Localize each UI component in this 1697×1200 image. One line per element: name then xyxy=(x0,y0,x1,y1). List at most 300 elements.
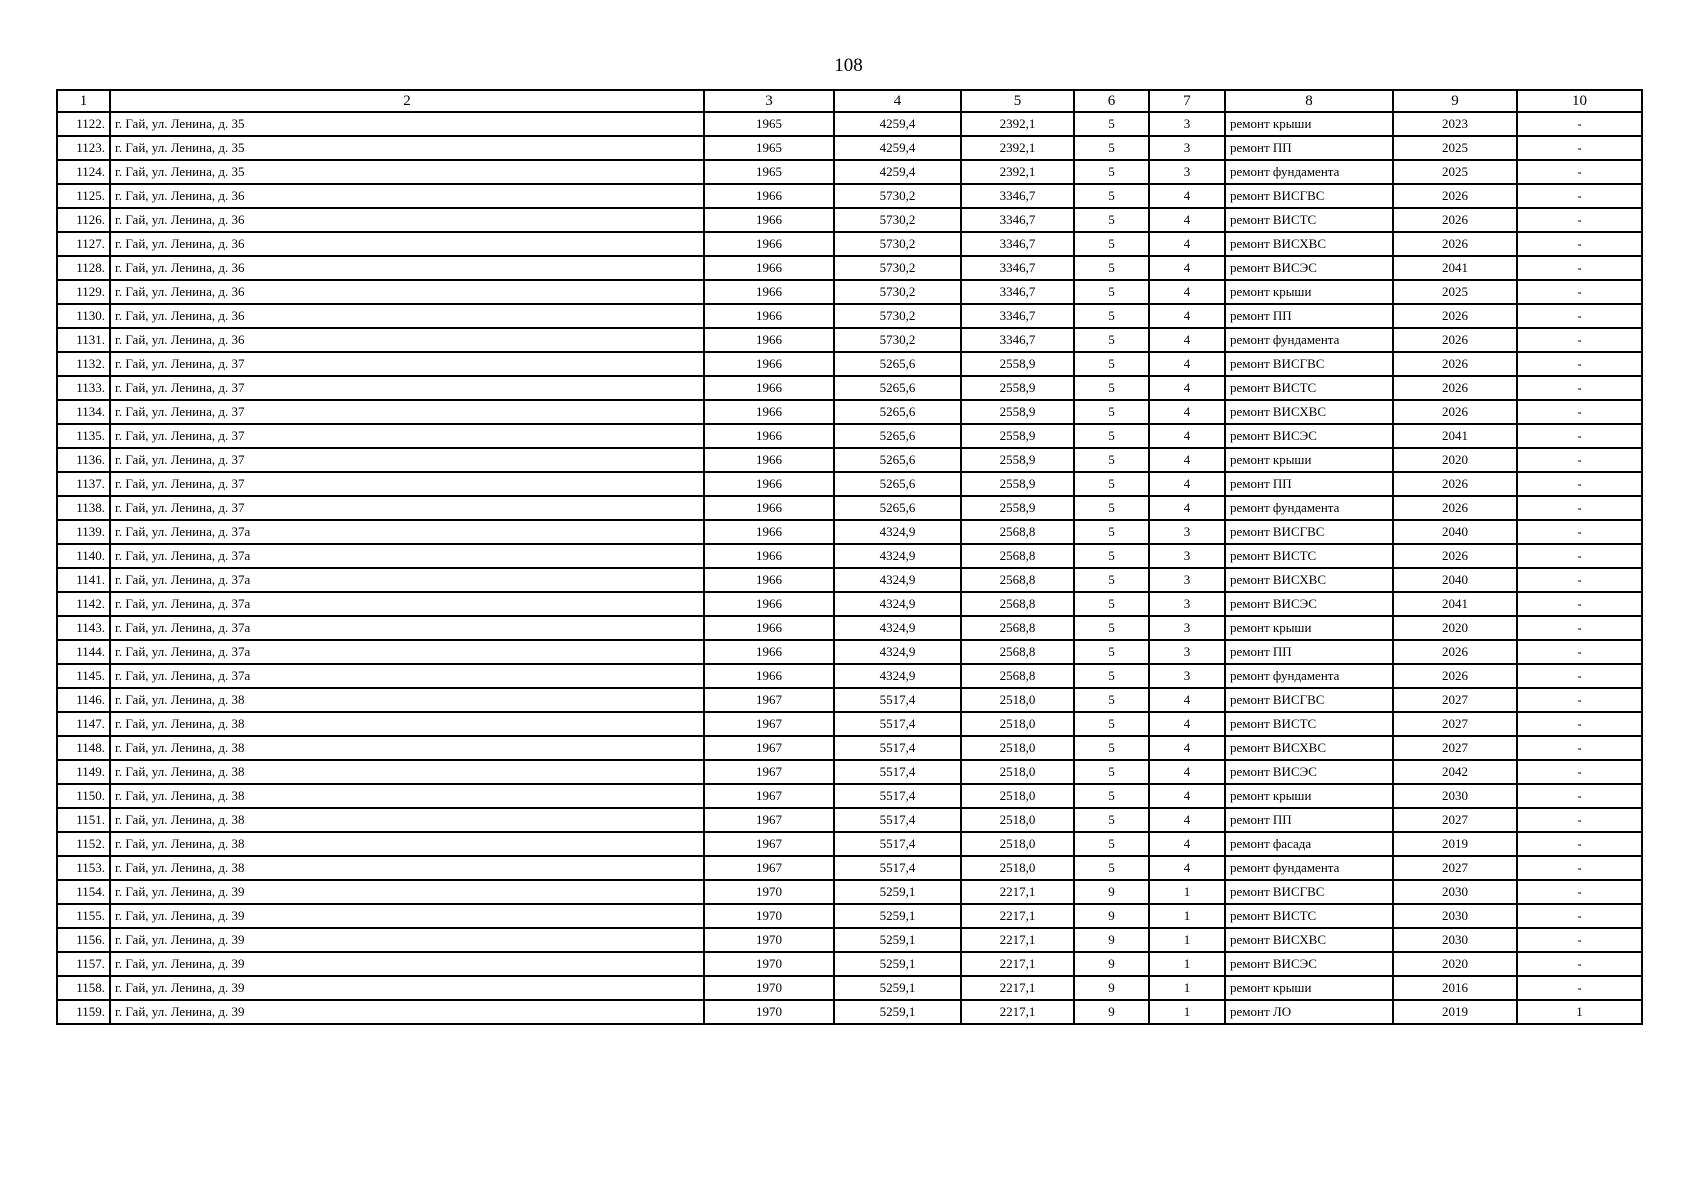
table-row xyxy=(57,184,1642,208)
table-row xyxy=(57,304,1642,328)
row-index-cell: 1133. xyxy=(57,376,110,400)
row-index-cell: 1140. xyxy=(57,544,110,568)
table-row xyxy=(57,592,1642,616)
total-area-cell: 5259,1 xyxy=(834,880,961,904)
column-10-cell: - xyxy=(1517,328,1642,352)
address-cell: г. Гай, ул. Ленина, д. 36 xyxy=(110,280,704,304)
entrances-cell: 4 xyxy=(1149,832,1225,856)
planned-year-cell: 2041 xyxy=(1393,424,1517,448)
row-index-cell: 1134. xyxy=(57,400,110,424)
column-10-cell: - xyxy=(1517,304,1642,328)
column-header: 9 xyxy=(1393,90,1517,112)
work-type-cell: ремонт ВИСГВС xyxy=(1225,184,1393,208)
total-area-cell: 5730,2 xyxy=(834,208,961,232)
row-index-cell: 1151. xyxy=(57,808,110,832)
column-header: 10 xyxy=(1517,90,1642,112)
total-area-cell: 4259,4 xyxy=(834,160,961,184)
living-area-cell: 2518,0 xyxy=(961,736,1074,760)
column-number-row xyxy=(57,90,1642,112)
table-row xyxy=(57,208,1642,232)
work-type-cell: ремонт ВИСТС xyxy=(1225,544,1393,568)
entrances-cell: 3 xyxy=(1149,616,1225,640)
row-index-cell: 1156. xyxy=(57,928,110,952)
table-row xyxy=(57,736,1642,760)
table-row xyxy=(57,1000,1642,1024)
floors-cell: 5 xyxy=(1074,328,1149,352)
floors-cell: 5 xyxy=(1074,736,1149,760)
column-10-cell: - xyxy=(1517,112,1642,136)
column-10-cell: - xyxy=(1517,856,1642,880)
column-10-cell: - xyxy=(1517,688,1642,712)
column-10-cell: - xyxy=(1517,616,1642,640)
year-built-cell: 1965 xyxy=(704,136,834,160)
entrances-cell: 4 xyxy=(1149,808,1225,832)
year-built-cell: 1970 xyxy=(704,952,834,976)
year-built-cell: 1966 xyxy=(704,376,834,400)
floors-cell: 5 xyxy=(1074,712,1149,736)
work-type-cell: ремонт ВИСЭС xyxy=(1225,952,1393,976)
total-area-cell: 5517,4 xyxy=(834,736,961,760)
address-cell: г. Гай, ул. Ленина, д. 37 xyxy=(110,448,704,472)
total-area-cell: 5265,6 xyxy=(834,400,961,424)
year-built-cell: 1966 xyxy=(704,352,834,376)
planned-year-cell: 2027 xyxy=(1393,688,1517,712)
work-type-cell: ремонт ВИСТС xyxy=(1225,376,1393,400)
address-cell: г. Гай, ул. Ленина, д. 37а xyxy=(110,640,704,664)
floors-cell: 5 xyxy=(1074,280,1149,304)
floors-cell: 5 xyxy=(1074,784,1149,808)
row-index-cell: 1139. xyxy=(57,520,110,544)
planned-year-cell: 2019 xyxy=(1393,832,1517,856)
floors-cell: 5 xyxy=(1074,616,1149,640)
table-row xyxy=(57,544,1642,568)
planned-year-cell: 2025 xyxy=(1393,136,1517,160)
total-area-cell: 5265,6 xyxy=(834,352,961,376)
row-index-cell: 1153. xyxy=(57,856,110,880)
table-row xyxy=(57,112,1642,136)
row-index-cell: 1126. xyxy=(57,208,110,232)
total-area-cell: 5517,4 xyxy=(834,688,961,712)
planned-year-cell: 2026 xyxy=(1393,328,1517,352)
work-type-cell: ремонт ЛО xyxy=(1225,1000,1393,1024)
address-cell: г. Гай, ул. Ленина, д. 37а xyxy=(110,664,704,688)
address-cell: г. Гай, ул. Ленина, д. 37а xyxy=(110,616,704,640)
table-row xyxy=(57,136,1642,160)
row-index-cell: 1129. xyxy=(57,280,110,304)
floors-cell: 5 xyxy=(1074,856,1149,880)
living-area-cell: 3346,7 xyxy=(961,256,1074,280)
entrances-cell: 4 xyxy=(1149,256,1225,280)
planned-year-cell: 2030 xyxy=(1393,880,1517,904)
entrances-cell: 3 xyxy=(1149,568,1225,592)
table-row xyxy=(57,688,1642,712)
total-area-cell: 5265,6 xyxy=(834,448,961,472)
page-number: 108 xyxy=(834,55,863,76)
total-area-cell: 4324,9 xyxy=(834,568,961,592)
table-row xyxy=(57,376,1642,400)
column-header: 4 xyxy=(834,90,961,112)
year-built-cell: 1966 xyxy=(704,184,834,208)
table-row xyxy=(57,424,1642,448)
row-index-cell: 1124. xyxy=(57,160,110,184)
planned-year-cell: 2020 xyxy=(1393,952,1517,976)
work-type-cell: ремонт ВИСЭС xyxy=(1225,424,1393,448)
floors-cell: 5 xyxy=(1074,232,1149,256)
planned-year-cell: 2023 xyxy=(1393,112,1517,136)
entrances-cell: 4 xyxy=(1149,208,1225,232)
work-type-cell: ремонт крыши xyxy=(1225,280,1393,304)
work-type-cell: ремонт крыши xyxy=(1225,616,1393,640)
table-row xyxy=(57,760,1642,784)
column-10-cell: - xyxy=(1517,208,1642,232)
row-index-cell: 1143. xyxy=(57,616,110,640)
address-cell: г. Гай, ул. Ленина, д. 38 xyxy=(110,856,704,880)
year-built-cell: 1970 xyxy=(704,976,834,1000)
column-10-cell: - xyxy=(1517,976,1642,1000)
total-area-cell: 5265,6 xyxy=(834,496,961,520)
year-built-cell: 1967 xyxy=(704,856,834,880)
column-header: 3 xyxy=(704,90,834,112)
address-cell: г. Гай, ул. Ленина, д. 37а xyxy=(110,520,704,544)
table-row xyxy=(57,880,1642,904)
row-index-cell: 1141. xyxy=(57,568,110,592)
entrances-cell: 4 xyxy=(1149,280,1225,304)
table-row xyxy=(57,712,1642,736)
year-built-cell: 1967 xyxy=(704,808,834,832)
work-type-cell: ремонт крыши xyxy=(1225,112,1393,136)
entrances-cell: 4 xyxy=(1149,328,1225,352)
row-index-cell: 1147. xyxy=(57,712,110,736)
entrances-cell: 4 xyxy=(1149,232,1225,256)
column-header: 8 xyxy=(1225,90,1393,112)
row-index-cell: 1148. xyxy=(57,736,110,760)
living-area-cell: 2568,8 xyxy=(961,616,1074,640)
total-area-cell: 5730,2 xyxy=(834,232,961,256)
year-built-cell: 1966 xyxy=(704,400,834,424)
living-area-cell: 2518,0 xyxy=(961,688,1074,712)
floors-cell: 9 xyxy=(1074,880,1149,904)
work-type-cell: ремонт фасада xyxy=(1225,832,1393,856)
column-10-cell: - xyxy=(1517,832,1642,856)
year-built-cell: 1966 xyxy=(704,232,834,256)
work-type-cell: ремонт ВИСГВС xyxy=(1225,880,1393,904)
year-built-cell: 1970 xyxy=(704,928,834,952)
column-10-cell: - xyxy=(1517,880,1642,904)
living-area-cell: 2568,8 xyxy=(961,592,1074,616)
planned-year-cell: 2030 xyxy=(1393,904,1517,928)
planned-year-cell: 2026 xyxy=(1393,352,1517,376)
planned-year-cell: 2026 xyxy=(1393,544,1517,568)
work-type-cell: ремонт ВИСТС xyxy=(1225,904,1393,928)
address-cell: г. Гай, ул. Ленина, д. 37 xyxy=(110,376,704,400)
address-cell: г. Гай, ул. Ленина, д. 35 xyxy=(110,112,704,136)
planned-year-cell: 2026 xyxy=(1393,232,1517,256)
year-built-cell: 1967 xyxy=(704,832,834,856)
work-type-cell: ремонт фундамента xyxy=(1225,664,1393,688)
entrances-cell: 3 xyxy=(1149,160,1225,184)
entrances-cell: 1 xyxy=(1149,880,1225,904)
floors-cell: 5 xyxy=(1074,808,1149,832)
work-type-cell: ремонт ВИСХВС xyxy=(1225,568,1393,592)
column-10-cell: - xyxy=(1517,568,1642,592)
address-cell: г. Гай, ул. Ленина, д. 37 xyxy=(110,352,704,376)
row-index-cell: 1127. xyxy=(57,232,110,256)
table-row xyxy=(57,352,1642,376)
entrances-cell: 1 xyxy=(1149,976,1225,1000)
work-type-cell: ремонт фундамента xyxy=(1225,328,1393,352)
address-cell: г. Гай, ул. Ленина, д. 36 xyxy=(110,232,704,256)
work-type-cell: ремонт ВИСЭС xyxy=(1225,256,1393,280)
floors-cell: 5 xyxy=(1074,160,1149,184)
repair-registry-table xyxy=(56,89,1643,1025)
table-row xyxy=(57,448,1642,472)
address-cell: г. Гай, ул. Ленина, д. 39 xyxy=(110,880,704,904)
table-row xyxy=(57,160,1642,184)
row-index-cell: 1125. xyxy=(57,184,110,208)
entrances-cell: 1 xyxy=(1149,952,1225,976)
work-type-cell: ремонт фундамента xyxy=(1225,496,1393,520)
work-type-cell: ремонт ВИСХВС xyxy=(1225,928,1393,952)
planned-year-cell: 2026 xyxy=(1393,376,1517,400)
entrances-cell: 4 xyxy=(1149,712,1225,736)
year-built-cell: 1970 xyxy=(704,880,834,904)
floors-cell: 5 xyxy=(1074,664,1149,688)
floors-cell: 5 xyxy=(1074,304,1149,328)
row-index-cell: 1145. xyxy=(57,664,110,688)
address-cell: г. Гай, ул. Ленина, д. 39 xyxy=(110,1000,704,1024)
work-type-cell: ремонт ВИСХВС xyxy=(1225,232,1393,256)
column-10-cell: - xyxy=(1517,592,1642,616)
year-built-cell: 1966 xyxy=(704,304,834,328)
table-row xyxy=(57,616,1642,640)
work-type-cell: ремонт фундамента xyxy=(1225,160,1393,184)
total-area-cell: 4324,9 xyxy=(834,520,961,544)
row-index-cell: 1146. xyxy=(57,688,110,712)
row-index-cell: 1132. xyxy=(57,352,110,376)
entrances-cell: 4 xyxy=(1149,184,1225,208)
living-area-cell: 2518,0 xyxy=(961,808,1074,832)
column-10-cell: - xyxy=(1517,664,1642,688)
address-cell: г. Гай, ул. Ленина, д. 36 xyxy=(110,208,704,232)
total-area-cell: 5259,1 xyxy=(834,904,961,928)
work-type-cell: ремонт крыши xyxy=(1225,784,1393,808)
address-cell: г. Гай, ул. Ленина, д. 38 xyxy=(110,760,704,784)
entrances-cell: 4 xyxy=(1149,784,1225,808)
work-type-cell: ремонт ПП xyxy=(1225,640,1393,664)
row-index-cell: 1135. xyxy=(57,424,110,448)
floors-cell: 5 xyxy=(1074,184,1149,208)
table-row xyxy=(57,496,1642,520)
column-10-cell: - xyxy=(1517,640,1642,664)
row-index-cell: 1150. xyxy=(57,784,110,808)
entrances-cell: 4 xyxy=(1149,496,1225,520)
total-area-cell: 5517,4 xyxy=(834,808,961,832)
table-row xyxy=(57,256,1642,280)
address-cell: г. Гай, ул. Ленина, д. 37а xyxy=(110,592,704,616)
living-area-cell: 2558,9 xyxy=(961,376,1074,400)
living-area-cell: 3346,7 xyxy=(961,328,1074,352)
living-area-cell: 3346,7 xyxy=(961,208,1074,232)
table-row xyxy=(57,784,1642,808)
total-area-cell: 4324,9 xyxy=(834,664,961,688)
living-area-cell: 2558,9 xyxy=(961,352,1074,376)
column-10-cell: - xyxy=(1517,184,1642,208)
total-area-cell: 5265,6 xyxy=(834,376,961,400)
year-built-cell: 1966 xyxy=(704,544,834,568)
living-area-cell: 2518,0 xyxy=(961,712,1074,736)
year-built-cell: 1967 xyxy=(704,736,834,760)
year-built-cell: 1966 xyxy=(704,640,834,664)
row-index-cell: 1142. xyxy=(57,592,110,616)
total-area-cell: 5730,2 xyxy=(834,280,961,304)
floors-cell: 5 xyxy=(1074,424,1149,448)
living-area-cell: 2568,8 xyxy=(961,520,1074,544)
living-area-cell: 2568,8 xyxy=(961,640,1074,664)
year-built-cell: 1965 xyxy=(704,160,834,184)
work-type-cell: ремонт фундамента xyxy=(1225,856,1393,880)
address-cell: г. Гай, ул. Ленина, д. 38 xyxy=(110,784,704,808)
work-type-cell: ремонт ВИСГВС xyxy=(1225,688,1393,712)
planned-year-cell: 2020 xyxy=(1393,616,1517,640)
address-cell: г. Гай, ул. Ленина, д. 37 xyxy=(110,400,704,424)
table-row xyxy=(57,472,1642,496)
entrances-cell: 4 xyxy=(1149,856,1225,880)
column-10-cell: - xyxy=(1517,904,1642,928)
total-area-cell: 4324,9 xyxy=(834,544,961,568)
total-area-cell: 5517,4 xyxy=(834,712,961,736)
entrances-cell: 3 xyxy=(1149,640,1225,664)
table-row xyxy=(57,664,1642,688)
address-cell: г. Гай, ул. Ленина, д. 35 xyxy=(110,160,704,184)
year-built-cell: 1966 xyxy=(704,208,834,232)
planned-year-cell: 2016 xyxy=(1393,976,1517,1000)
table-row xyxy=(57,976,1642,1000)
address-cell: г. Гай, ул. Ленина, д. 37 xyxy=(110,424,704,448)
address-cell: г. Гай, ул. Ленина, д. 39 xyxy=(110,952,704,976)
address-cell: г. Гай, ул. Ленина, д. 36 xyxy=(110,304,704,328)
living-area-cell: 2568,8 xyxy=(961,664,1074,688)
total-area-cell: 5517,4 xyxy=(834,784,961,808)
year-built-cell: 1966 xyxy=(704,424,834,448)
planned-year-cell: 2040 xyxy=(1393,568,1517,592)
work-type-cell: ремонт ПП xyxy=(1225,472,1393,496)
column-10-cell: - xyxy=(1517,424,1642,448)
entrances-cell: 3 xyxy=(1149,112,1225,136)
entrances-cell: 4 xyxy=(1149,448,1225,472)
table-row xyxy=(57,568,1642,592)
entrances-cell: 4 xyxy=(1149,424,1225,448)
row-index-cell: 1136. xyxy=(57,448,110,472)
work-type-cell: ремонт ВИСГВС xyxy=(1225,520,1393,544)
table-row xyxy=(57,280,1642,304)
living-area-cell: 2217,1 xyxy=(961,880,1074,904)
work-type-cell: ремонт ВИСГВС xyxy=(1225,352,1393,376)
address-cell: г. Гай, ул. Ленина, д. 39 xyxy=(110,976,704,1000)
year-built-cell: 1966 xyxy=(704,568,834,592)
total-area-cell: 5730,2 xyxy=(834,304,961,328)
entrances-cell: 4 xyxy=(1149,376,1225,400)
floors-cell: 5 xyxy=(1074,136,1149,160)
table-row xyxy=(57,856,1642,880)
column-header: 5 xyxy=(961,90,1074,112)
entrances-cell: 1 xyxy=(1149,928,1225,952)
floors-cell: 5 xyxy=(1074,472,1149,496)
planned-year-cell: 2026 xyxy=(1393,496,1517,520)
column-10-cell: - xyxy=(1517,712,1642,736)
row-index-cell: 1149. xyxy=(57,760,110,784)
table-row xyxy=(57,808,1642,832)
year-built-cell: 1966 xyxy=(704,280,834,304)
entrances-cell: 4 xyxy=(1149,400,1225,424)
total-area-cell: 4324,9 xyxy=(834,592,961,616)
total-area-cell: 5730,2 xyxy=(834,256,961,280)
address-cell: г. Гай, ул. Ленина, д. 38 xyxy=(110,688,704,712)
work-type-cell: ремонт ВИСЭС xyxy=(1225,760,1393,784)
entrances-cell: 3 xyxy=(1149,592,1225,616)
year-built-cell: 1967 xyxy=(704,688,834,712)
planned-year-cell: 2025 xyxy=(1393,280,1517,304)
column-10-cell: - xyxy=(1517,352,1642,376)
floors-cell: 5 xyxy=(1074,640,1149,664)
planned-year-cell: 2027 xyxy=(1393,856,1517,880)
year-built-cell: 1970 xyxy=(704,904,834,928)
year-built-cell: 1967 xyxy=(704,784,834,808)
living-area-cell: 2558,9 xyxy=(961,496,1074,520)
living-area-cell: 2217,1 xyxy=(961,952,1074,976)
year-built-cell: 1966 xyxy=(704,472,834,496)
total-area-cell: 4259,4 xyxy=(834,112,961,136)
column-10-cell: - xyxy=(1517,280,1642,304)
entrances-cell: 3 xyxy=(1149,544,1225,568)
address-cell: г. Гай, ул. Ленина, д. 37 xyxy=(110,472,704,496)
total-area-cell: 5517,4 xyxy=(834,856,961,880)
column-10-cell: - xyxy=(1517,232,1642,256)
living-area-cell: 3346,7 xyxy=(961,184,1074,208)
column-10-cell: - xyxy=(1517,496,1642,520)
column-10-cell: - xyxy=(1517,784,1642,808)
table-row xyxy=(57,520,1642,544)
table-row xyxy=(57,928,1642,952)
address-cell: г. Гай, ул. Ленина, д. 37а xyxy=(110,544,704,568)
entrances-cell: 4 xyxy=(1149,688,1225,712)
column-10-cell: - xyxy=(1517,160,1642,184)
living-area-cell: 2217,1 xyxy=(961,928,1074,952)
entrances-cell: 4 xyxy=(1149,736,1225,760)
column-10-cell: - xyxy=(1517,256,1642,280)
total-area-cell: 5265,6 xyxy=(834,424,961,448)
living-area-cell: 3346,7 xyxy=(961,232,1074,256)
work-type-cell: ремонт ВИСХВС xyxy=(1225,736,1393,760)
column-10-cell: - xyxy=(1517,928,1642,952)
entrances-cell: 1 xyxy=(1149,1000,1225,1024)
column-10-cell: - xyxy=(1517,136,1642,160)
total-area-cell: 5259,1 xyxy=(834,976,961,1000)
floors-cell: 5 xyxy=(1074,520,1149,544)
planned-year-cell: 2027 xyxy=(1393,712,1517,736)
planned-year-cell: 2041 xyxy=(1393,256,1517,280)
entrances-cell: 4 xyxy=(1149,352,1225,376)
total-area-cell: 5517,4 xyxy=(834,760,961,784)
year-built-cell: 1966 xyxy=(704,520,834,544)
table-row xyxy=(57,400,1642,424)
column-10-cell: - xyxy=(1517,376,1642,400)
table-row xyxy=(57,328,1642,352)
living-area-cell: 2518,0 xyxy=(961,856,1074,880)
address-cell: г. Гай, ул. Ленина, д. 39 xyxy=(110,928,704,952)
floors-cell: 5 xyxy=(1074,832,1149,856)
total-area-cell: 5259,1 xyxy=(834,928,961,952)
living-area-cell: 2392,1 xyxy=(961,136,1074,160)
